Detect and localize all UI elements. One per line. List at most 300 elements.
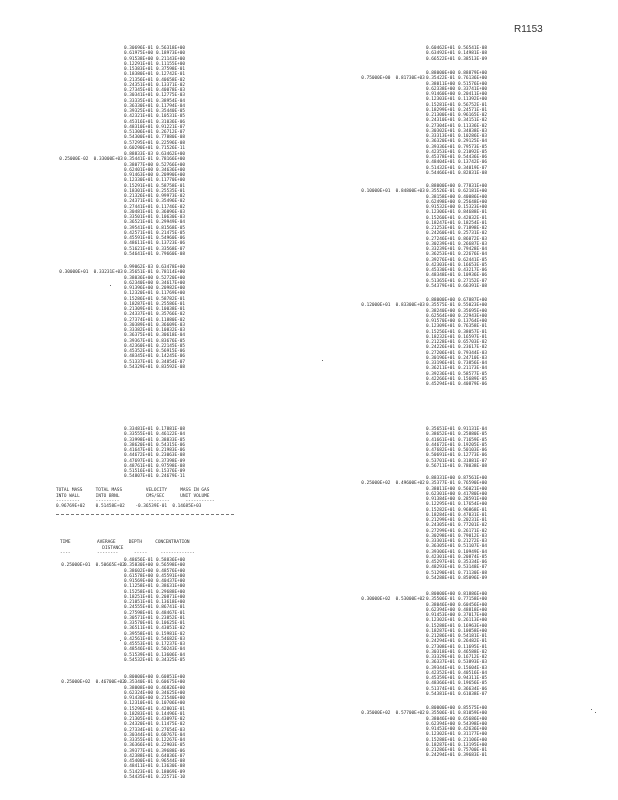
temp-value: 0.50665E+02 (95, 563, 125, 568)
concentration-cell: 0.24679E-11 (156, 474, 186, 480)
depth-cell: 0.24226E+01 (426, 345, 456, 351)
concentration-cell: 0.51576E+00 (458, 81, 488, 87)
concentration-cell: 0.10949E-04 (458, 549, 488, 555)
depth-cell: 0.50691E+01 (426, 453, 456, 459)
concentration-cell: 0.25535E-01 (156, 188, 186, 194)
concentration-cell: 0.56021E+00 (458, 486, 488, 492)
depth-cell: 0.54381E+01 (426, 691, 456, 697)
depth-cell: 0.54329E+01 (124, 364, 154, 370)
depth-cell: 0.30302E+01 (426, 128, 456, 134)
depth-cell: 0.15281E+01 (426, 102, 456, 108)
concentration-cell: 0.13630E-08 (156, 764, 186, 770)
depth-cell: 0.51432E+01 (426, 165, 456, 171)
table-row (426, 57, 492, 62)
concentration-cell: 0.58577E-05 (458, 371, 488, 377)
concentration-cell: 0.22903E-05 (156, 743, 186, 749)
depth-cell: 0.48366E+01 (426, 681, 456, 687)
depth-cell: 0.24351E+01 (124, 82, 154, 88)
time-label-br2 (356, 592, 425, 602)
concentration-cell: 0.31177E+00 (458, 732, 488, 738)
concentration-cell: 0.23617E-02 (458, 345, 488, 351)
concentration-cell: 0.10625E-01 (156, 621, 186, 626)
concentration-cell: 0.22596E-08 (156, 140, 186, 146)
concentration-cell: 0.56915E-06 (156, 349, 186, 354)
concentration-cell: 0.22571E-10 (156, 774, 186, 780)
depth-cell: 0.88000E+00 (426, 184, 456, 189)
concentration-cell: 0.46122E-04 (156, 432, 186, 438)
concentration-cell: 0.78166E+00 (156, 157, 186, 163)
concentration-cell: 0.54682E-03 (156, 636, 186, 642)
depth-cell: 0.91463E+00 (124, 173, 154, 178)
depth-cell: 0.15260E+01 (426, 215, 456, 221)
concentration-cell: 0.91221E-07 (156, 124, 186, 130)
concentration-cell: 0.34838E-03 (458, 128, 488, 134)
concentration-cell: 0.17654E+00 (458, 502, 488, 508)
concentration-cell: 0.10531E-05 (156, 114, 186, 120)
concentration-cell: 0.31036E-06 (156, 119, 186, 125)
depth-cell: 0.62301E+00 (426, 491, 456, 497)
concentration-cell: 0.30618E-04 (156, 333, 186, 339)
depth-cell: 0.54300E+01 (124, 135, 154, 141)
depth-cell: 0.27345E+01 (124, 88, 154, 93)
depth-cell: 0.38046E+00 (426, 716, 456, 722)
depth-cell: 0.47697E+01 (124, 458, 154, 464)
concentration-cell: 0.23063E-08 (156, 453, 186, 459)
concentration-cell: 0.26687E-03 (458, 241, 488, 247)
depth-cell: 0.45316E+01 (124, 119, 154, 125)
summary-v3: -0.36539E-01 (135, 504, 168, 510)
concentration-cell: 0.33568E-07 (156, 246, 186, 252)
concentration-cell: 0.11392E+00 (458, 97, 488, 103)
depth-cell: 0.48611E+01 (124, 241, 154, 247)
concentration-cell: 0.29688E+00 (156, 589, 186, 595)
concentration-cell: 0.22943E+00 (458, 313, 488, 319)
depth-cell: 0.38046E+00 (426, 602, 456, 608)
depth-cell: 0.41647E+01 (124, 448, 154, 453)
depth-cell: 0.30341E+01 (124, 93, 154, 99)
concentration-cell: 0.96868E-01 (458, 507, 488, 513)
depth-cell: 0.44672E+01 (124, 453, 154, 459)
concentration-cell: 0.71659E-05 (458, 437, 488, 443)
time-label-tr3 (356, 298, 425, 308)
concentration-cell: 0.22676E-04 (458, 252, 488, 258)
depth-cell: 0.12310E+01 (124, 701, 154, 707)
depth-cell: 0.36366E+01 (124, 743, 154, 749)
depth-cell: 0.35575E-01 (426, 303, 456, 309)
depth-cell: 0.12303E+01 (426, 97, 456, 103)
depth-cell: 0.24310E+01 (426, 118, 456, 124)
scan-speck (591, 709, 592, 710)
depth-cell: 0.39377E+01 (124, 748, 154, 754)
concentration-cell: 0.36634E-06 (458, 686, 488, 692)
summary-h4: MASS IN GAS (180, 488, 210, 494)
concentration-cell: 0.17237E-03 (156, 642, 186, 647)
depth-cell: 0.38008E+00 (124, 685, 154, 691)
concentration-cell: 0.38057E-01 (458, 329, 488, 335)
concentration-cell: 0.21540E+00 (156, 696, 186, 701)
concentration-cell: 0.56598E+00 (156, 563, 186, 569)
concentration-cell: 0.54398E+00 (458, 721, 488, 727)
depth-cell: 0.21051E+01 (124, 600, 154, 605)
depth-cell: 0.30298E+01 (426, 533, 456, 539)
depth-cell: 0.15256E+01 (426, 329, 456, 335)
concentration-cell: 0.85575E+00 (458, 706, 488, 711)
depth-cell: 0.60462E+01 (426, 46, 456, 51)
concentration-cell: 0.34636E+00 (156, 167, 186, 173)
concentration-cell: 0.26113E+00 (458, 618, 488, 624)
concentration-cell: 0.34151E-02 (458, 118, 488, 124)
depth-cell: 0.18299E+01 (426, 107, 456, 113)
table-row (124, 775, 190, 780)
concentration-cell: 0.26482E-01 (458, 639, 488, 645)
depth-cell: 0.48345E+01 (124, 354, 154, 360)
depth-cell: 0.24294E+01 (426, 639, 456, 645)
depth-cell: 0.42353E+01 (426, 149, 456, 155)
concentration-cell: 0.62181E+00 (458, 189, 488, 195)
depth-cell: 0.42360E+01 (124, 343, 154, 349)
concentration-cell: 0.40437E+00 (156, 579, 186, 584)
depth-cell: 0.38602E+00 (124, 568, 154, 574)
depth-cell: 0.33555E+01 (124, 432, 154, 438)
concentration-cell: 0.17881E-08 (156, 427, 186, 432)
depth-cell: 0.91396E+00 (124, 286, 154, 291)
concentration-cell: 0.94311E-05 (458, 676, 488, 681)
depth-cell: 0.45553E+01 (124, 642, 154, 647)
depth-cell: 0.51423E+01 (124, 769, 154, 775)
depth-cell: 0.54466E+01 (426, 170, 456, 176)
concentration-cell: 0.81886E+00 (458, 592, 488, 597)
concentration-cell: 0.97598E-08 (156, 463, 186, 469)
concentration-cell: 0.10936E-06 (458, 273, 488, 279)
table-row (124, 474, 190, 479)
concentration-cell: 0.40078E-03 (156, 88, 186, 93)
depth-cell: 0.62394E+00 (426, 607, 456, 613)
concentration-cell: 0.85096E-09 (458, 575, 488, 581)
concentration-cell: 0.62441E-05 (458, 257, 488, 263)
col-concentration: CONCENTRATION (155, 540, 190, 546)
depth-cell: 0.48656E-01 (124, 558, 154, 563)
time-value: 0.75000E+00 (361, 76, 391, 81)
depth-cell: 0.91430E+00 (124, 696, 154, 701)
concentration-cell: 0.21143E+00 (156, 56, 186, 62)
depth-cell: 0.66522E+01 (426, 56, 456, 62)
time-label-bl2 (56, 675, 125, 685)
concentration-cell: 0.77831E+00 (458, 184, 488, 189)
table-top-right-0 (426, 46, 492, 62)
concentration-cell: 0.15323E+00 (458, 205, 488, 210)
concentration-cell: 0.16963E+00 (458, 623, 488, 629)
col-average: AVERAGE (97, 540, 116, 546)
concentration-cell: 0.21983E-06 (156, 448, 186, 453)
depth-cell: 0.33382E+01 (124, 328, 154, 333)
concentration-cell: 0.50103E-06 (458, 448, 488, 453)
depth-cell: 0.42266E+01 (426, 376, 456, 382)
depth-cell: 0.41661E+01 (426, 437, 456, 443)
depth-cell: 0.27246E+01 (426, 236, 456, 242)
depth-cell: 0.30389E+01 (124, 322, 154, 328)
time-label-tl2 (54, 152, 123, 162)
concentration-cell: 0.71526E-11 (156, 145, 186, 151)
concentration-cell: 0.35695E+00 (458, 308, 488, 314)
concentration-cell: 0.65686E+00 (458, 716, 488, 722)
concentration-cell: 0.23852E-01 (156, 615, 186, 621)
depth-cell: 0.33239E+01 (426, 247, 456, 252)
concentration-cell: 0.11695E-01 (458, 644, 488, 650)
depth-cell: 0.88833E-03 (124, 152, 154, 157)
depth-cell: 0.33481E+01 (124, 427, 154, 432)
table-bottom-left-1 (124, 558, 190, 663)
concentration-cell: 0.21173E-04 (458, 366, 488, 372)
concentration-cell: 0.79012E-03 (458, 533, 488, 539)
concentration-cell: 0.83676E-05 (156, 338, 186, 344)
depth-cell: 0.36330E+01 (124, 103, 154, 109)
depth-cell: 0.15288E+01 (426, 737, 456, 743)
depth-cell: 0.54288E+01 (426, 575, 456, 581)
depth-cell: 0.61975E+00 (124, 51, 154, 57)
concentration-cell: 0.35440E-05 (156, 109, 186, 114)
table-row (426, 171, 492, 176)
table-bottom-right-2 (426, 592, 492, 697)
depth-cell: 0.21299E+01 (426, 518, 456, 523)
depth-cell: 0.53701E+01 (426, 458, 456, 464)
concentration-cell: 0.11155E+00 (156, 61, 186, 67)
concentration-cell: 0.20871E+00 (156, 594, 186, 600)
concentration-cell: 0.39683E-01 (458, 753, 488, 759)
col-time: TIME (60, 540, 71, 546)
concentration-cell: 0.25731E-02 (458, 231, 488, 237)
concentration-cell: 0.78038E-08 (458, 463, 488, 469)
scan-speck (110, 285, 111, 286)
depth-cell: 0.12291E+01 (124, 61, 154, 67)
depth-cell: 0.27304E+01 (426, 123, 456, 129)
depth-cell: 0.18251E+01 (124, 594, 154, 600)
depth-cell: 0.62340E+00 (124, 280, 154, 286)
concentration-cell: 0.52720E+00 (156, 275, 186, 281)
concentration-cell: 0.26171E-02 (458, 528, 488, 534)
depth-cell: 0.80000E+00 (426, 706, 456, 711)
concentration-cell: 0.25648E+00 (458, 199, 488, 205)
concentration-cell: 0.33741E+00 (458, 86, 488, 92)
concentration-cell: 0.99973E-02 (156, 194, 186, 199)
table-row (426, 753, 492, 758)
time-label-br1 (356, 476, 425, 486)
depth-cell: 0.21300E+01 (426, 113, 456, 118)
concentration-cell: 0.86072E-03 (458, 236, 488, 242)
depth-cell: 0.35526E-01 (426, 189, 456, 195)
depth-cell: 0.21286E+01 (426, 634, 456, 639)
table-row (426, 576, 492, 581)
depth-cell: 0.91570E+00 (426, 319, 456, 324)
concentration-cell: 0.48576E+00 (156, 568, 186, 574)
depth-cell: 0.51621E+01 (124, 246, 154, 252)
concentration-cell: 0.84688E-01 (458, 210, 488, 216)
depth-cell: 0.12309E+01 (426, 324, 456, 330)
depth-cell: 0.35651E+01 (426, 427, 456, 432)
depth-cell: 0.27206E+01 (426, 350, 456, 356)
depth-cell: 0.63492E+01 (426, 51, 456, 57)
depth-cell: 0.91453E+00 (426, 613, 456, 618)
concentration-cell: 0.26712E-07 (156, 130, 186, 135)
concentration-cell: 0.48818E+00 (458, 607, 488, 613)
concentration-cell: 0.21272E-03 (458, 539, 488, 544)
depth-cell: 0.39336E+01 (426, 144, 456, 150)
depth-cell: 0.42388E+01 (124, 753, 154, 759)
depth-cell: 0.91384E+00 (426, 497, 456, 502)
summary-h4b: UNIT VOLUME (180, 493, 210, 499)
concentration-cell: 0.35766E-02 (156, 312, 186, 318)
depth-cell: 0.33335E+01 (124, 98, 154, 104)
depth-cell: 0.62401E+00 (124, 167, 154, 173)
depth-cell: 0.38620E+01 (124, 442, 154, 448)
depth-cell: 0.45297E+01 (426, 560, 456, 565)
depth-cell: 0.21253E+01 (426, 226, 456, 231)
table-bottom-right-1 (426, 476, 492, 581)
depth-cell: 0.51306E+01 (124, 130, 154, 135)
depth-cell: 0.62324E+00 (124, 690, 154, 696)
concentration-cell: 0.91131E-04 (458, 427, 488, 432)
concentration-cell: 0.43051E-02 (156, 626, 186, 632)
depth-cell: 0.44672E+01 (426, 442, 456, 448)
concentration-cell: 0.12267E-04 (156, 738, 186, 743)
separator-rule (56, 514, 234, 515)
depth-cell: 0.45359E+01 (426, 676, 456, 681)
concentration-cell: 0.21106E+00 (458, 737, 488, 743)
concentration-cell: 0.12775E-03 (156, 93, 186, 99)
table-bottom-right-0 (426, 427, 492, 469)
concentration-cell: 0.16597E-01 (458, 334, 488, 340)
depth-cell: 0.35506E-01 (426, 597, 456, 603)
depth-cell: 0.30481E+01 (124, 209, 154, 215)
depth-cell: 0.12320E+01 (124, 291, 154, 297)
time-value: 0.30000E+01 (59, 270, 89, 275)
concentration-cell: 0.10630E-03 (156, 215, 186, 220)
summary-h3b: CMS/SEC (145, 493, 165, 499)
concentration-cell: 0.58782E-01 (156, 296, 186, 302)
concentration-cell: 0.20411E+00 (458, 92, 488, 97)
summary-h3: VELOCITY (145, 488, 168, 494)
concentration-cell: 0.46588E-02 (458, 649, 488, 655)
concentration-cell: 0.34854E-07 (156, 359, 186, 365)
concentration-cell: 0.78114E+00 (156, 270, 186, 276)
depth-cell: 0.80000E+00 (426, 592, 456, 597)
table-top-left-3 (124, 265, 190, 370)
depth-cell: 0.30196E+01 (426, 355, 456, 361)
depth-cell: 0.35441E-01 (124, 157, 154, 163)
depth-cell: 0.36511E+01 (124, 626, 154, 632)
depth-cell: 0.62338E+00 (426, 86, 456, 92)
concentration-cell: 0.34325E-05 (156, 657, 186, 663)
concentration-cell: 0.11794E-04 (156, 103, 186, 109)
table-row (124, 365, 190, 370)
depth-cell: 0.45378E+01 (426, 155, 456, 160)
concentration-cell: 0.79428E-04 (458, 247, 488, 252)
time-label-tr1 (356, 71, 425, 81)
summary-h1: TOTAL MASS (56, 488, 83, 494)
concentration-cell: 0.53148E-07 (458, 565, 488, 571)
depth-cell: 0.15286E+01 (124, 296, 154, 302)
concentration-cell: 0.56318E+00 (156, 46, 186, 51)
depth-cell: 0.39344E+01 (426, 665, 456, 671)
depth-cell: 0.11258E+01 (124, 584, 154, 590)
table-row (124, 252, 190, 257)
concentration-cell: 0.76136E+00 (458, 76, 488, 82)
concentration-cell: 0.36096E-03 (156, 209, 186, 215)
depth-cell: 0.48546E+01 (124, 647, 154, 653)
depth-cell: 0.42321E+01 (124, 114, 154, 120)
depth-cell: 0.54641E+01 (124, 251, 154, 257)
time-value: 0.12000E+01 (361, 303, 391, 308)
temp-value: 0.81730E+03 (395, 76, 425, 81)
concentration-cell: 0.16653E-05 (458, 262, 488, 268)
concentration-cell: 0.13371E-02 (156, 82, 186, 88)
concentration-cell: 0.45591E+00 (156, 573, 186, 579)
depth-cell: 0.39325E+01 (124, 109, 154, 114)
depth-cell: 0.15383E+01 (124, 67, 154, 72)
depth-cell: 0.24555E+01 (124, 605, 154, 611)
depth-cell: 0.18232E+01 (426, 334, 456, 340)
concentration-cell: 0.63462E+00 (156, 152, 186, 157)
depth-cell: 0.42571E+01 (124, 230, 154, 236)
concentration-cell: 0.66391E-08 (458, 283, 488, 289)
concentration-cell: 0.14245E-06 (156, 354, 186, 360)
concentration-cell: 0.10832E-03 (156, 328, 186, 333)
depth-cell: 0.18380E+01 (124, 72, 154, 78)
depth-cell: 0.36211E+01 (426, 366, 456, 372)
concentration-cell: 0.81059E+00 (458, 711, 488, 717)
depth-cell: 0.18283E+01 (124, 711, 154, 717)
depth-cell: 0.88000E+00 (426, 298, 456, 303)
depth-cell: 0.27308E+01 (426, 644, 456, 650)
table-top-left-2 (124, 152, 190, 257)
depth-cell: 0.39558E+01 (124, 631, 154, 637)
concentration-cell: 0.71898E-02 (458, 226, 488, 231)
concentration-cell: 0.96544E-08 (156, 759, 186, 764)
concentration-cell: 0.54315E-06 (156, 442, 186, 448)
concentration-cell: 0.52766E+00 (156, 162, 186, 168)
concentration-cell: 0.54436E-06 (458, 155, 488, 160)
depth-cell: 0.54532E+01 (124, 657, 154, 663)
concentration-cell: 0.83592E-08 (156, 364, 186, 370)
depth-cell: 0.56711E+01 (426, 463, 456, 469)
depth-cell: 0.21309E+01 (124, 307, 154, 312)
table-top-left-1 (124, 46, 190, 151)
depth-cell: 0.12302E+01 (426, 732, 456, 738)
summary-h1b: INTO WALL (56, 493, 80, 499)
temp-value: 0.83300E+03 (395, 303, 425, 308)
depth-cell: 0.48293E+01 (426, 565, 456, 571)
concentration-cell: 0.37398E-09 (156, 458, 186, 464)
depth-cell: 0.36253E+01 (426, 252, 456, 258)
depth-cell: 0.45591E+01 (124, 236, 154, 241)
depth-cell: 0.33301E+01 (426, 539, 456, 544)
concentration-cell: 0.13618E+00 (156, 600, 186, 605)
concentration-cell: 0.19205E-05 (458, 442, 488, 448)
depth-cell: 0.18287E+01 (124, 301, 154, 307)
concentration-cell: 0.14981E-08 (458, 51, 488, 57)
concentration-cell: 0.13195E+00 (458, 742, 488, 748)
depth-cell: 0.51516E+01 (124, 469, 154, 474)
concentration-cell: 0.38954E-04 (156, 98, 186, 104)
concentration-cell: 0.42636E+00 (458, 727, 488, 732)
concentration-cell: 0.60456E+00 (458, 602, 488, 608)
depth-cell: 0.48404E+01 (426, 160, 456, 166)
concentration-cell: 0.67887E+00 (458, 298, 488, 303)
concentration-cell: 0.40086E+00 (458, 194, 488, 200)
depth-cell: 0.45330E+01 (426, 268, 456, 273)
concentration-cell: 0.16712E-02 (458, 655, 488, 660)
concentration-cell: 0.41780E+00 (458, 491, 488, 497)
time-value: 0.35000E+02 (361, 711, 391, 716)
